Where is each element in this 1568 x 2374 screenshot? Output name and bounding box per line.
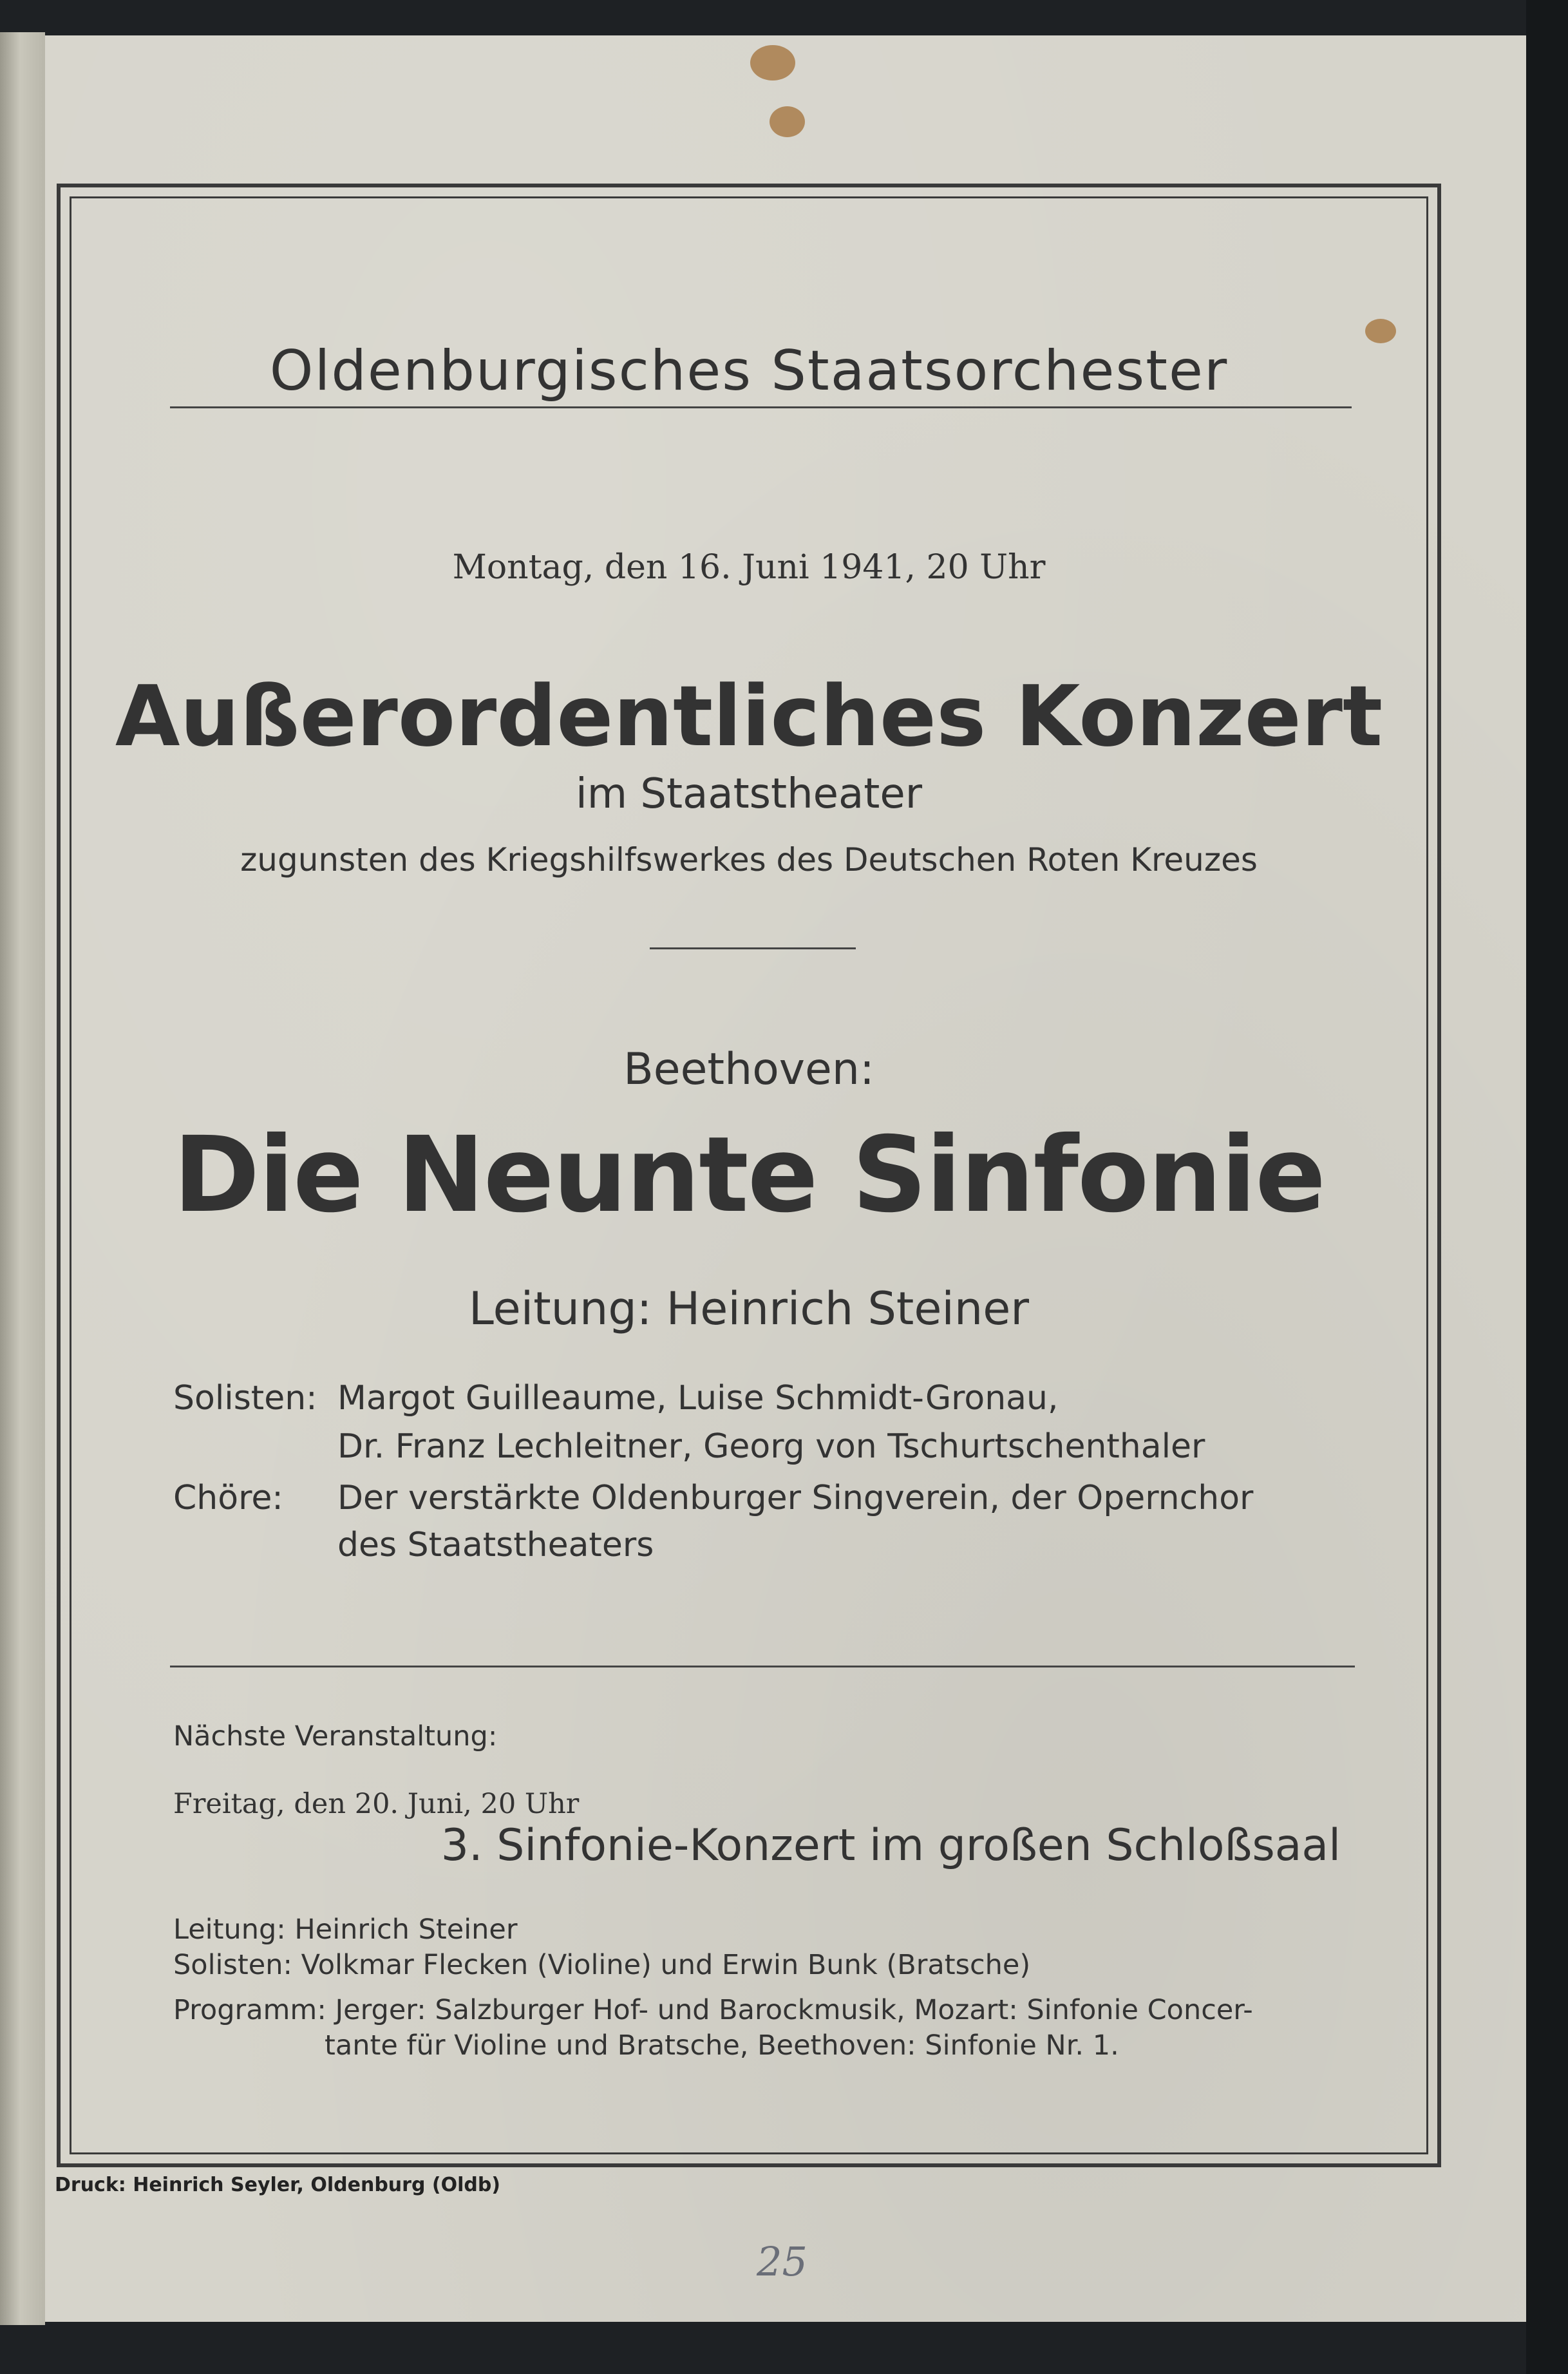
- event-date: Montag, den 16. Juni 1941, 20 Uhr: [452, 548, 1046, 587]
- next-event-conductor: Leitung: Heinrich Steiner: [173, 1913, 518, 1946]
- section-divider: [170, 1666, 1355, 1667]
- orchestra-name: Oldenburgisches Staatsorchester: [269, 339, 1229, 403]
- venue: im Staatstheater: [575, 770, 923, 818]
- orchestra-underline: [170, 406, 1352, 408]
- choirs-label: Chöre:: [173, 1479, 283, 1517]
- stain-mark: [750, 45, 795, 81]
- double-border-frame: [57, 184, 1441, 2167]
- next-event-soloists: Solisten: Volkmar Flecken (Violine) und Erwin Bunk (Bratsche): [173, 1949, 1031, 1981]
- soloists-line-1: Margot Guilleaume, Luise Schmidt-Gronau,: [337, 1379, 1059, 1418]
- page-mark: 25: [757, 2238, 808, 2285]
- scan-background: [1526, 0, 1568, 2374]
- soloists-line-2: Dr. Franz Lechleitner, Georg von Tschurtschenthaler: [337, 1427, 1205, 1466]
- printer-imprint: Druck: Heinrich Seyler, Oldenburg (Oldb): [55, 2174, 501, 2196]
- next-event-title: 3. Sinfonie-Konzert im großen Schloßsaal: [440, 1820, 1341, 1871]
- concert-title: Außerordentliches Konzert: [115, 667, 1383, 765]
- soloists-label: Solisten:: [173, 1379, 317, 1418]
- conductor: Leitung: Heinrich Steiner: [468, 1282, 1030, 1335]
- choirs-line-1: Der verstärkte Oldenburger Singverein, der Opernchor: [337, 1479, 1254, 1517]
- adjacent-page-edge: [0, 32, 45, 2325]
- composer: Beethoven:: [623, 1044, 874, 1095]
- choirs-line-2: des Staatstheaters: [337, 1526, 654, 1564]
- short-divider: [650, 947, 856, 949]
- next-event-program-line-2: tante für Violine und Bratsche, Beethoven: Sinfonie Nr. 1.: [325, 2029, 1119, 2062]
- next-event-heading: Nächste Veranstaltung:: [173, 1720, 498, 1752]
- benefit-line: zugunsten des Kriegshilfswerkes des Deutschen Roten Kreuzes: [240, 841, 1258, 878]
- next-event-date: Freitag, den 20. Juni, 20 Uhr: [173, 1788, 580, 1820]
- work-title: Die Neunte Sinfonie: [173, 1115, 1325, 1236]
- next-event-program-line-1: Programm: Jerger: Salzburger Hof- und Barockmusik, Mozart: Sinfonie Concer-: [173, 1994, 1253, 2026]
- program-sheet: [45, 35, 1526, 2322]
- stain-mark: [770, 106, 805, 137]
